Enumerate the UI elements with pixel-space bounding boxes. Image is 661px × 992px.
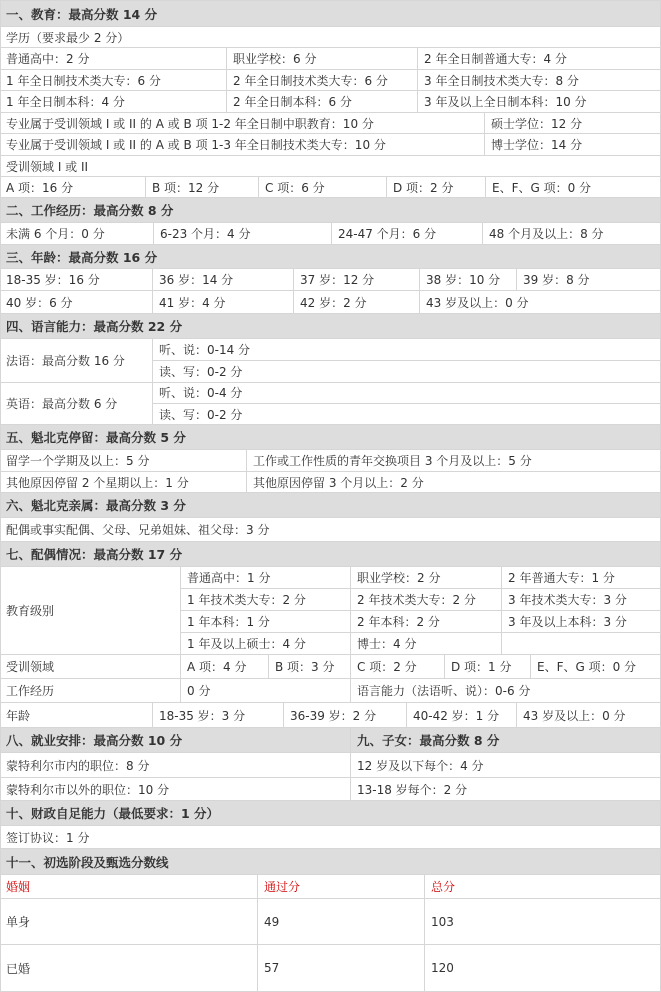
table-cell: 24-47 个月：6 分: [331, 223, 482, 244]
table-cell: 职业学校：6 分: [226, 48, 417, 69]
section-header-text: 七、配偶情况：最高分数 17 分: [6, 547, 183, 562]
spouse-age-label: 年龄: [6, 708, 31, 723]
table-cell: 2 年普通大专：1 分: [501, 566, 661, 588]
education-subtitle: 学历（要求最少 2 分）: [6, 30, 130, 45]
table-cell: 42 岁：2 分: [293, 291, 419, 313]
table-row: [0, 69, 661, 90]
table-row: [0, 268, 661, 290]
table-row: [0, 678, 661, 702]
table-cell: 专业属于受训领域 I 或 II 的 A 或 B 项 1-3 年全日制技术类大专：10 分: [6, 138, 386, 152]
table-cell: 13-18 岁每个：2 分: [350, 778, 661, 800]
table-cell: 43 岁及以上：0 分: [516, 703, 661, 727]
table-row: [152, 360, 661, 382]
table-cell: 1 年及以上硕士：4 分: [180, 633, 350, 654]
section-header-spouse: [0, 541, 661, 566]
table-cell: 39 岁：8 分: [516, 269, 661, 290]
table-row: [0, 290, 661, 313]
table-cell: [501, 633, 661, 654]
table-cell: 已婚: [6, 961, 31, 976]
table-cell: 3 年及以上全日制本科：10 分: [417, 91, 661, 112]
table-cell: 3 年全日制技术类大专：8 分: [417, 70, 661, 90]
table-cell: 1 年技术类大专：2 分: [180, 589, 350, 610]
table-cell: 配偶或事实配偶、父母、兄弟姐妹、祖父母：3 分: [6, 523, 270, 537]
section-header-financial: [0, 800, 661, 825]
table-cell: 职业学校：2 分: [350, 566, 501, 588]
cutoff-table-header: [0, 874, 661, 898]
table-cell: E、F、G 项：0 分: [485, 177, 661, 197]
table-row: [152, 382, 661, 403]
table-cell: 蒙特利尔市内的职位：8 分: [6, 758, 150, 773]
table-cell: 120: [424, 945, 661, 991]
table-cell: 工作或工作性质的青年交换项目 3 个月及以上：5 分: [246, 450, 661, 471]
table-row: [0, 133, 661, 155]
table-row: [0, 517, 661, 541]
section-header-text: 十一、初选阶段及甄选分数线: [6, 854, 169, 870]
section-header-quebec-relatives: [0, 492, 661, 517]
table-cell: 36-39 岁：2 分: [283, 703, 406, 727]
section-header-text: 八、就业安排：最高分数 10 分: [6, 733, 183, 748]
language-label: 法语：最高分数 16 分: [6, 354, 125, 368]
table-cell: 未满 6 个月：0 分: [6, 227, 105, 241]
section-header-language: [0, 313, 661, 338]
spouse-work-label: 工作经历: [6, 684, 55, 698]
column-header: 婚姻: [6, 880, 31, 894]
section-header-cutoff: [0, 848, 661, 874]
table-row: [152, 403, 661, 424]
table-cell: C 项：2 分: [350, 655, 444, 678]
table-cell: 其他原因停留 2 个星期以上：1 分: [6, 475, 189, 490]
table-cell: E、F、G 项：0 分: [530, 655, 661, 678]
table-cell: 41 岁：4 分: [152, 291, 293, 313]
table-cell: 18-35 岁：3 分: [152, 703, 283, 727]
table-cell: 3 年技术类大专：3 分: [501, 589, 661, 610]
spouse-field-label: 受训领域: [6, 660, 55, 674]
table-cell: 签订协议：1 分: [6, 830, 90, 845]
table-cell: 103: [424, 899, 661, 944]
table-row: [0, 90, 661, 112]
table-row: [0, 449, 661, 471]
section-header-quebec-stay: [0, 424, 661, 449]
table-cell: 57: [257, 945, 424, 991]
table-row: [0, 777, 661, 800]
table-row: [180, 632, 661, 654]
table-cell: 6-23 个月：4 分: [153, 223, 331, 244]
table-row: [0, 222, 661, 244]
table-cell: B 项：12 分: [145, 177, 258, 197]
section-header-text: 二、工作经历：最高分数 8 分: [6, 203, 174, 218]
section-header-text: 四、语言能力：最高分数 22 分: [6, 319, 183, 334]
section-header-text: 六、魁北克亲属：最高分数 3 分: [6, 498, 186, 513]
table-cell: 其他原因停留 3 个月以上：2 分: [246, 472, 661, 492]
table-row: [180, 610, 661, 632]
table-row: [0, 944, 661, 992]
table-cell: 2 年本科：2 分: [350, 611, 501, 632]
section-header-text: 五、魁北克停留：最高分数 5 分: [6, 430, 186, 445]
table-cell: 读、写：0-2 分: [152, 361, 661, 382]
spouse-education-label: 教育级别: [6, 604, 55, 618]
table-cell: A 项：16 分: [6, 180, 74, 195]
table-cell: D 项：2 分: [386, 177, 485, 197]
table-cell: D 项：1 分: [444, 655, 530, 678]
table-cell: 2 年技术类大专：2 分: [350, 589, 501, 610]
table-cell: 0 分: [180, 679, 350, 702]
table-row: [0, 471, 661, 492]
table-row: [0, 654, 661, 678]
table-cell: 博士学位：14 分: [484, 134, 661, 155]
table-row: [180, 566, 661, 588]
table-cell: 读、写：0-2 分: [152, 404, 661, 424]
section-header-work-experience: [0, 197, 661, 222]
table-row: [0, 112, 661, 133]
table-cell: 37 岁：12 分: [293, 269, 419, 290]
section-header-text: 九、子女：最高分数 8 分: [350, 728, 661, 752]
table-cell: 40 岁：6 分: [6, 295, 73, 310]
table-cell: 专业属于受训领域 I 或 II 的 A 或 B 项 1-2 年全日制中职教育：10 分: [6, 116, 374, 131]
table-cell: 留学一个学期及以上：5 分: [6, 454, 150, 468]
table-cell: 38 岁：10 分: [419, 269, 516, 290]
table-row: [0, 47, 661, 69]
table-cell: 1 年本科：1 分: [180, 611, 350, 632]
education-subtitle-row: [0, 26, 661, 47]
section-header-employment-children: [0, 727, 661, 752]
table-row: [152, 338, 661, 360]
section-header-age: [0, 244, 661, 268]
table-cell: 40-42 岁：1 分: [406, 703, 516, 727]
education-field-row: [0, 155, 661, 176]
section-header-text: 十、财政自足能力（最低要求：1 分）: [6, 806, 220, 821]
table-cell: B 项：3 分: [268, 655, 350, 678]
table-row: [0, 702, 661, 727]
table-cell: 硕士学位：12 分: [484, 113, 661, 133]
table-cell: 48 个月及以上：8 分: [482, 223, 661, 244]
table-cell: 2 年全日制技术类大专：6 分: [226, 70, 417, 90]
table-row: [0, 898, 661, 944]
table-cell: 18-35 岁：16 分: [6, 273, 100, 287]
table-cell: 博士：4 分: [350, 633, 501, 654]
table-cell: 43 岁及以上：0 分: [419, 291, 661, 313]
table-cell: 3 年及以上本科：3 分: [501, 611, 661, 632]
table-cell: 蒙特利尔市以外的职位：10 分: [6, 782, 170, 797]
table-row: [180, 588, 661, 610]
table-cell: 49: [257, 899, 424, 944]
table-cell: 2 年全日制普通大专：4 分: [417, 48, 661, 69]
table-cell: 1 年全日制本科：4 分: [6, 95, 125, 109]
column-header: 总分: [424, 875, 661, 898]
table-cell: 1 年全日制技术类大专：6 分: [6, 73, 161, 88]
table-cell: 单身: [6, 915, 31, 929]
section-header-education: [0, 0, 661, 26]
table-cell: 2 年全日制本科：6 分: [226, 91, 417, 112]
table-cell: A 项：4 分: [180, 655, 268, 678]
education-field-label: 受训领域 I 或 II: [6, 159, 89, 174]
table-cell: 听、说：0-14 分: [152, 338, 661, 360]
table-cell: 12 岁及以下每个：4 分: [350, 753, 661, 777]
column-header: 通过分: [257, 875, 424, 898]
section-header-text: 三、年龄：最高分数 16 分: [6, 249, 158, 265]
table-row: [0, 176, 661, 197]
table-cell: 语言能力（法语听、说）：0-6 分: [350, 679, 661, 702]
table-cell: 普通高中：1 分: [180, 566, 350, 588]
table-cell: 普通高中：2 分: [6, 52, 90, 66]
table-row: [0, 752, 661, 777]
section-header-text: 一、教育：最高分数 14 分: [6, 6, 158, 22]
language-label: 英语：最高分数 6 分: [6, 397, 118, 411]
table-cell: C 项：6 分: [258, 177, 386, 197]
table-row: [0, 825, 661, 848]
table-cell: 听、说：0-4 分: [152, 382, 661, 403]
table-cell: 36 岁：14 分: [152, 269, 293, 290]
